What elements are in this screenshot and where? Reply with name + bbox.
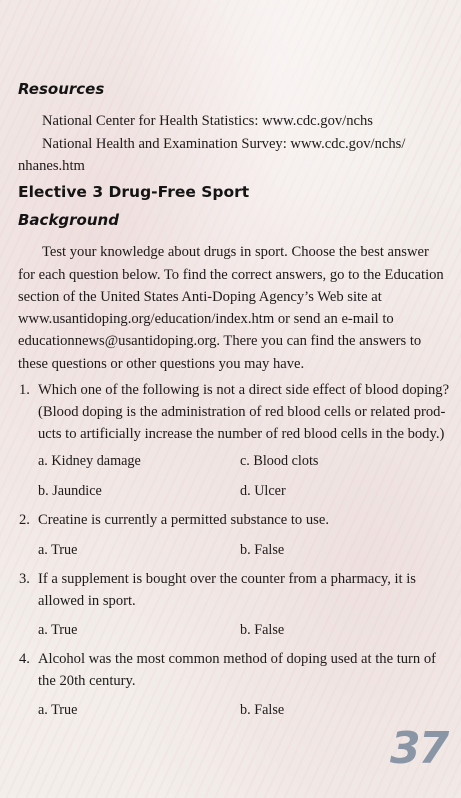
answer-option: a. True <box>38 702 78 718</box>
answer-option: a. Kidney damage <box>38 453 141 469</box>
question-number: 1. <box>19 382 30 398</box>
question-text: ucts to artificially increase the number of red blood cells in the body.) <box>38 426 445 442</box>
background-heading: Background <box>18 211 119 229</box>
question-text: allowed in sport. <box>38 593 136 609</box>
background-line: these questions or other questions you may have. <box>18 356 305 372</box>
answer-option: c. Blood clots <box>240 453 319 469</box>
question-text: If a supplement is bought over the counter from a pharmacy, it is <box>38 571 416 587</box>
elective-title: Elective 3 Drug-Free Sport <box>18 183 250 201</box>
answer-option: a. True <box>38 542 78 558</box>
background-line: educationnews@usantidoping.org. There you can find the answers to <box>18 333 422 349</box>
answer-option: b. Jaundice <box>38 483 102 499</box>
background-line: section of the United States Anti-Doping Agency’s Web site at <box>18 289 382 305</box>
answer-option: d. Ulcer <box>240 483 286 499</box>
resource-line: National Center for Health Statistics: www.cdc.gov/nchs <box>42 113 373 129</box>
question-number: 2. <box>19 512 30 528</box>
answer-option: b. False <box>240 702 285 718</box>
resource-line: National Health and Examination Survey: www.cdc.gov/nchs/ <box>42 136 406 152</box>
question-text: Alcohol was the most common method of doping used at the turn of <box>38 651 437 667</box>
question-text: Creatine is currently a permitted substance to use. <box>38 512 329 528</box>
question-number: 3. <box>19 571 30 587</box>
question-text: Which one of the following is not a direct side effect of blood doping? <box>38 382 450 398</box>
question-text: the 20th century. <box>38 673 136 689</box>
question-number: 4. <box>19 651 30 667</box>
answer-option: b. False <box>240 622 285 638</box>
answer-option: b. False <box>240 542 285 558</box>
background-line: www.usantidoping.org/education/index.htm or send an e-mail to <box>18 311 394 327</box>
background-line: for each question below. To find the correct answers, go to the Education <box>18 267 444 283</box>
resources-heading: Resources <box>18 80 105 98</box>
question-text: (Blood doping is the administration of red blood cells or related prod- <box>38 404 446 420</box>
page-number: 37 <box>390 723 448 774</box>
background-line: Test your knowledge about drugs in sport. Choose the best answer <box>42 244 429 260</box>
answer-option: a. True <box>38 622 78 638</box>
resource-line: nhanes.htm <box>18 158 85 174</box>
